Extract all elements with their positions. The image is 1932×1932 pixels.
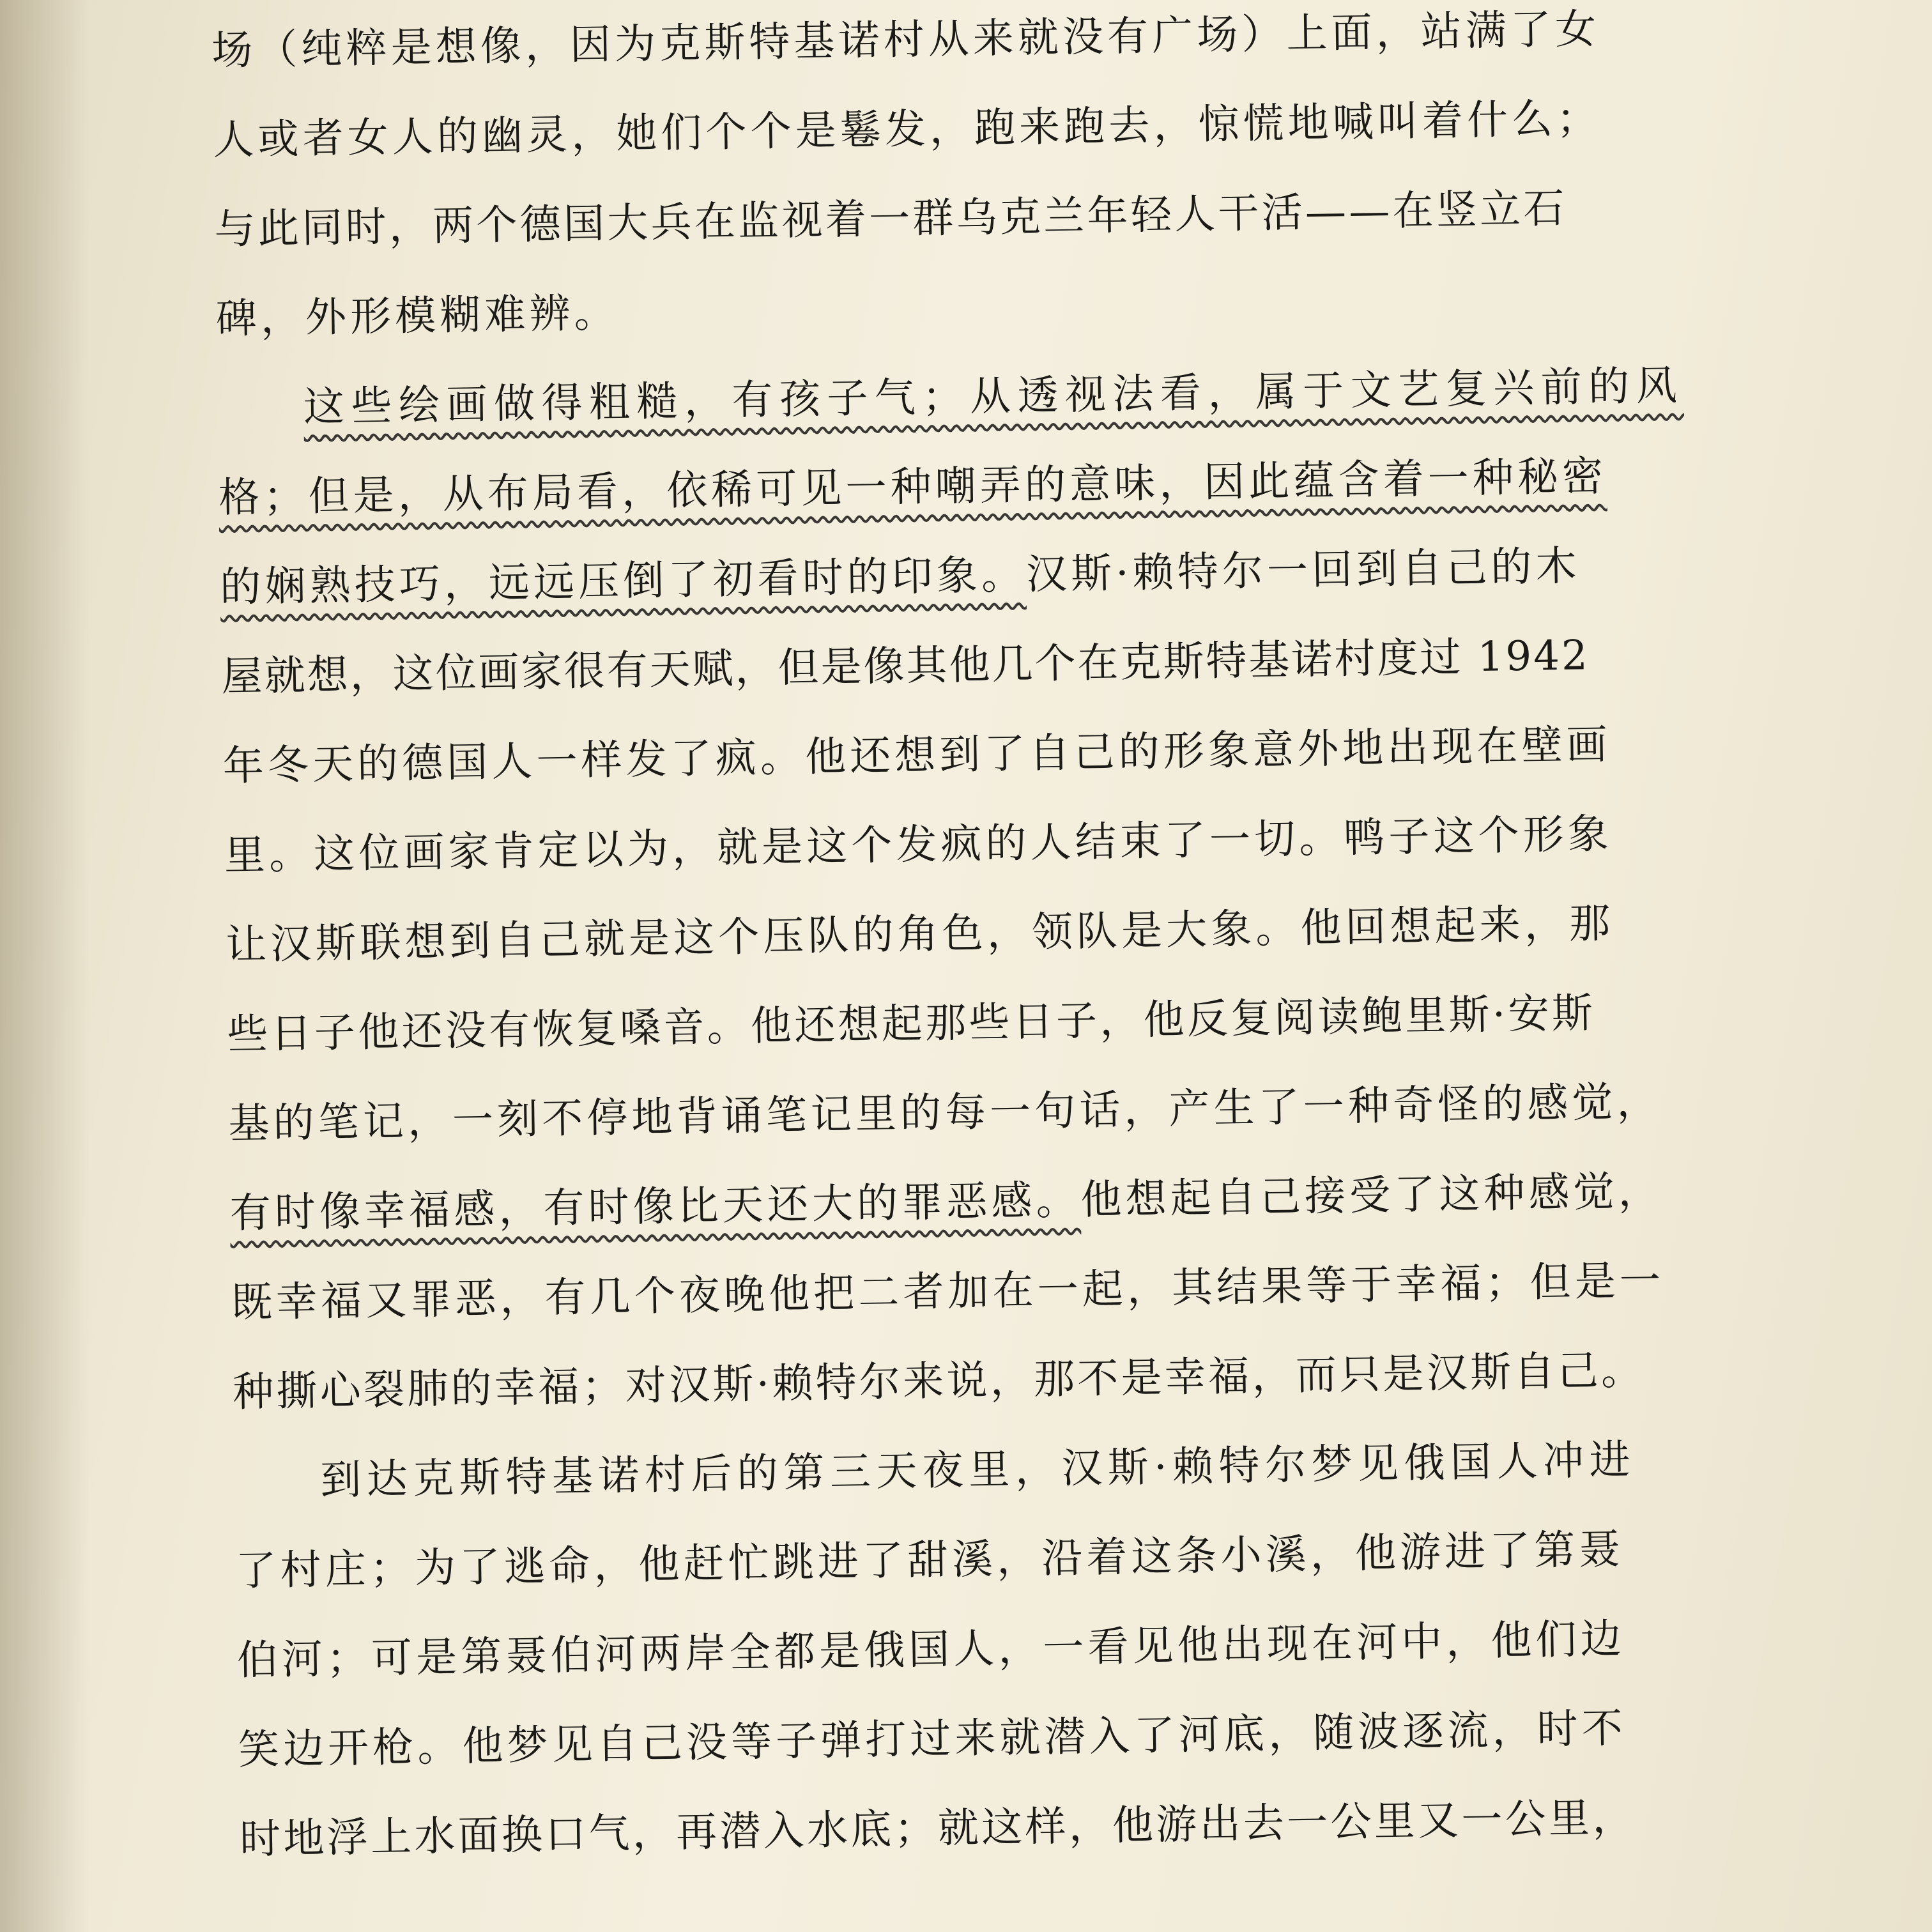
text-line: 到达克斯特基诺村后的第三天夜里，汉斯·赖特尔梦见俄国人冲进 xyxy=(319,1436,1636,1505)
text-segment: 汉斯·赖特尔一回到自己的木 xyxy=(1025,542,1581,599)
text-line xyxy=(218,438,1607,537)
text-segment: 他想起自己接受了这种感觉， xyxy=(1080,1167,1664,1224)
text-line: 既幸福又罪恶，有几个夜晚他把二者加在一起，其结果等于幸福；但是一 xyxy=(231,1257,1665,1327)
text-line: 伯河；可是第聂伯河两岸全都是俄国人，一看见他出现在河中，他们边 xyxy=(236,1615,1626,1685)
page-gutter-shadow xyxy=(0,0,89,1932)
text-line xyxy=(220,528,1581,625)
text-line: 时地浮上水面换口气，再潜入水底；就这样，他游出去一公里又一公里， xyxy=(239,1794,1637,1864)
book-page xyxy=(211,0,1928,1932)
text-line: 让汉斯联想到自己就是这个压队的角色，领队是大象。他回想起来，那 xyxy=(225,900,1614,969)
underlined-passage: 有时像幸福感，有时像比天还大的罪恶感。 xyxy=(229,1176,1082,1238)
text-line: 屋就想，这位画家很有天赋，但是像其他几个在克斯特基诺村度过 1942 xyxy=(221,632,1590,701)
text-line: 场（纯粹是想像，因为克斯特基诺村从来就没有广场）上面，站满了女 xyxy=(211,5,1600,75)
text-line: 里。这位画家肯定以为，就是这个发疯的人结束了一切。鸭子这个形象 xyxy=(224,810,1613,880)
underlined-passage: 格；但是，从布局看，依稀可见一种嘲弄的意味，因此蕴含着一种秘密 xyxy=(218,452,1607,522)
text-line xyxy=(303,348,1684,446)
text-line: 人或者女人的幽灵，她们个个是鬈发，跑来跑去，惊慌地喊叫着什么； xyxy=(212,95,1602,164)
text-line: 与此同时，两个德国大兵在监视着一群乌克兰年轻人干活——在竖立石 xyxy=(214,185,1568,254)
text-line: 些日子他还没有恢复嗓音。他还想起那些日子，他反复阅读鲍里斯·安斯 xyxy=(226,990,1596,1059)
underlined-passage: 这些绘画做得粗糙，有孩子气；从透视法看，属于文艺复兴前的风 xyxy=(303,362,1684,431)
text-line: 年冬天的德国人一样发了疯。他还想到了自己的形象意外地出现在壁画 xyxy=(222,721,1612,790)
text-line: 种撕心裂肺的幸福；对汉斯·赖特尔来说，那不是幸福，而只是汉斯自己。 xyxy=(232,1347,1645,1416)
text-line: 了村庄；为了逃命，他赶忙跳进了甜溪，沿着这条小溪，他游进了第聂 xyxy=(235,1526,1625,1595)
text-line: 碑，外形模糊难辨。 xyxy=(215,289,620,343)
underlined-passage: 的娴熟技巧，远远压倒了初看时的印象。 xyxy=(219,551,1027,611)
text-line: 笑边开枪。他梦见自己没等子弹打过来就潜入了河底，随波逐流，时不 xyxy=(238,1705,1627,1774)
text-line xyxy=(229,1153,1664,1252)
text-line: 基的笔记，一刻不停地背诵笔记里的每一句话，产生了一种奇怪的感觉， xyxy=(228,1078,1662,1148)
